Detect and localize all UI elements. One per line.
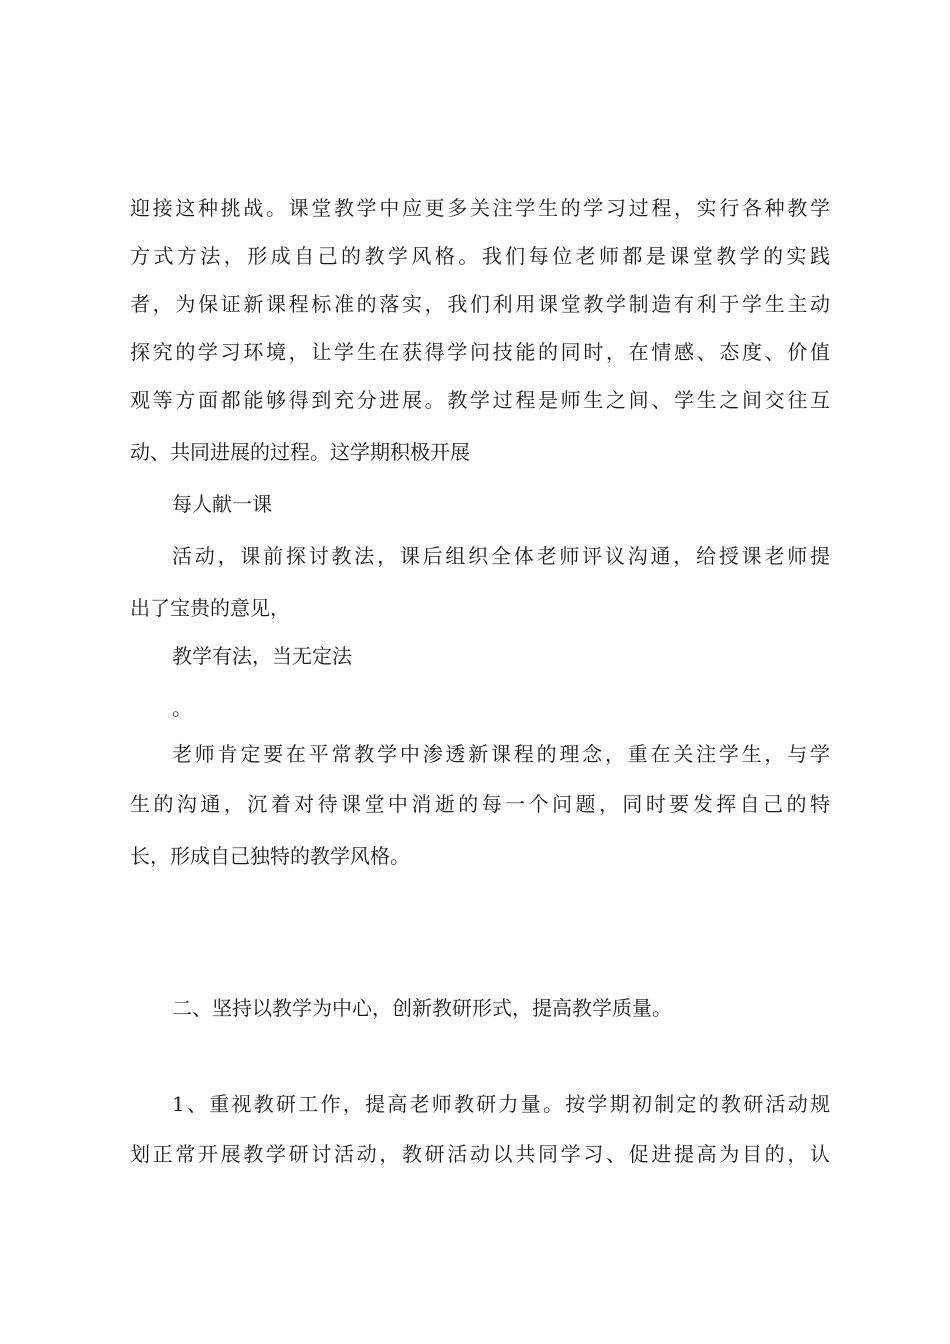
paragraph-line: 老师肯定要在平常教学中渗透新课程的理念，重在关注学生，与学 (172, 742, 830, 766)
fragment-text: 每人献一课 (172, 492, 272, 516)
paragraph-line: 1、重视教研工作，提高老师教研力量。按学期初制定的教研活动规 (172, 1092, 830, 1116)
paragraph-line: 划正常开展教学研讨活动，教研活动以共同学习、促进提高为目的，认 (130, 1142, 830, 1166)
paragraph-line: 长，形成自己独特的教学风格。 (130, 844, 410, 868)
paragraph-line: 观等方面都能够得到充分进展。教学过程是师生之间、学生之间交往互 (130, 388, 830, 412)
fragment-text: 教学有法，当无定法 (172, 644, 352, 668)
paragraph-line: 生的沟通，沉着对待课堂中消逝的每一个问题，同时要发挥自己的特 (130, 792, 830, 816)
paragraph-line: 方式方法，形成自己的教学风格。我们每位老师都是课堂教学的实践 (130, 244, 830, 268)
paragraph-line: 探究的学习环境，让学生在获得学问技能的同时，在情感、态度、价值 (130, 340, 830, 364)
paragraph-line: 动、共同进展的过程。这学期积极开展 (130, 440, 470, 464)
section-heading: 二、坚持以教学为中心，创新教研形式，提高教学质量。 (172, 996, 672, 1020)
paragraph-line: 者，为保证新课程标准的落实，我们利用课堂教学制造有利于学生主动 (130, 292, 830, 316)
paragraph-line: 活动，课前探讨教法，课后组织全体老师评议沟通，给授课老师提 (172, 544, 830, 568)
paragraph-line: 迎接这种挑战。课堂教学中应更多关注学生的学习过程，实行各种教学 (130, 196, 830, 220)
paragraph-line: 出了宝贵的意见， (130, 596, 290, 620)
fragment-period: 。 (172, 696, 192, 720)
